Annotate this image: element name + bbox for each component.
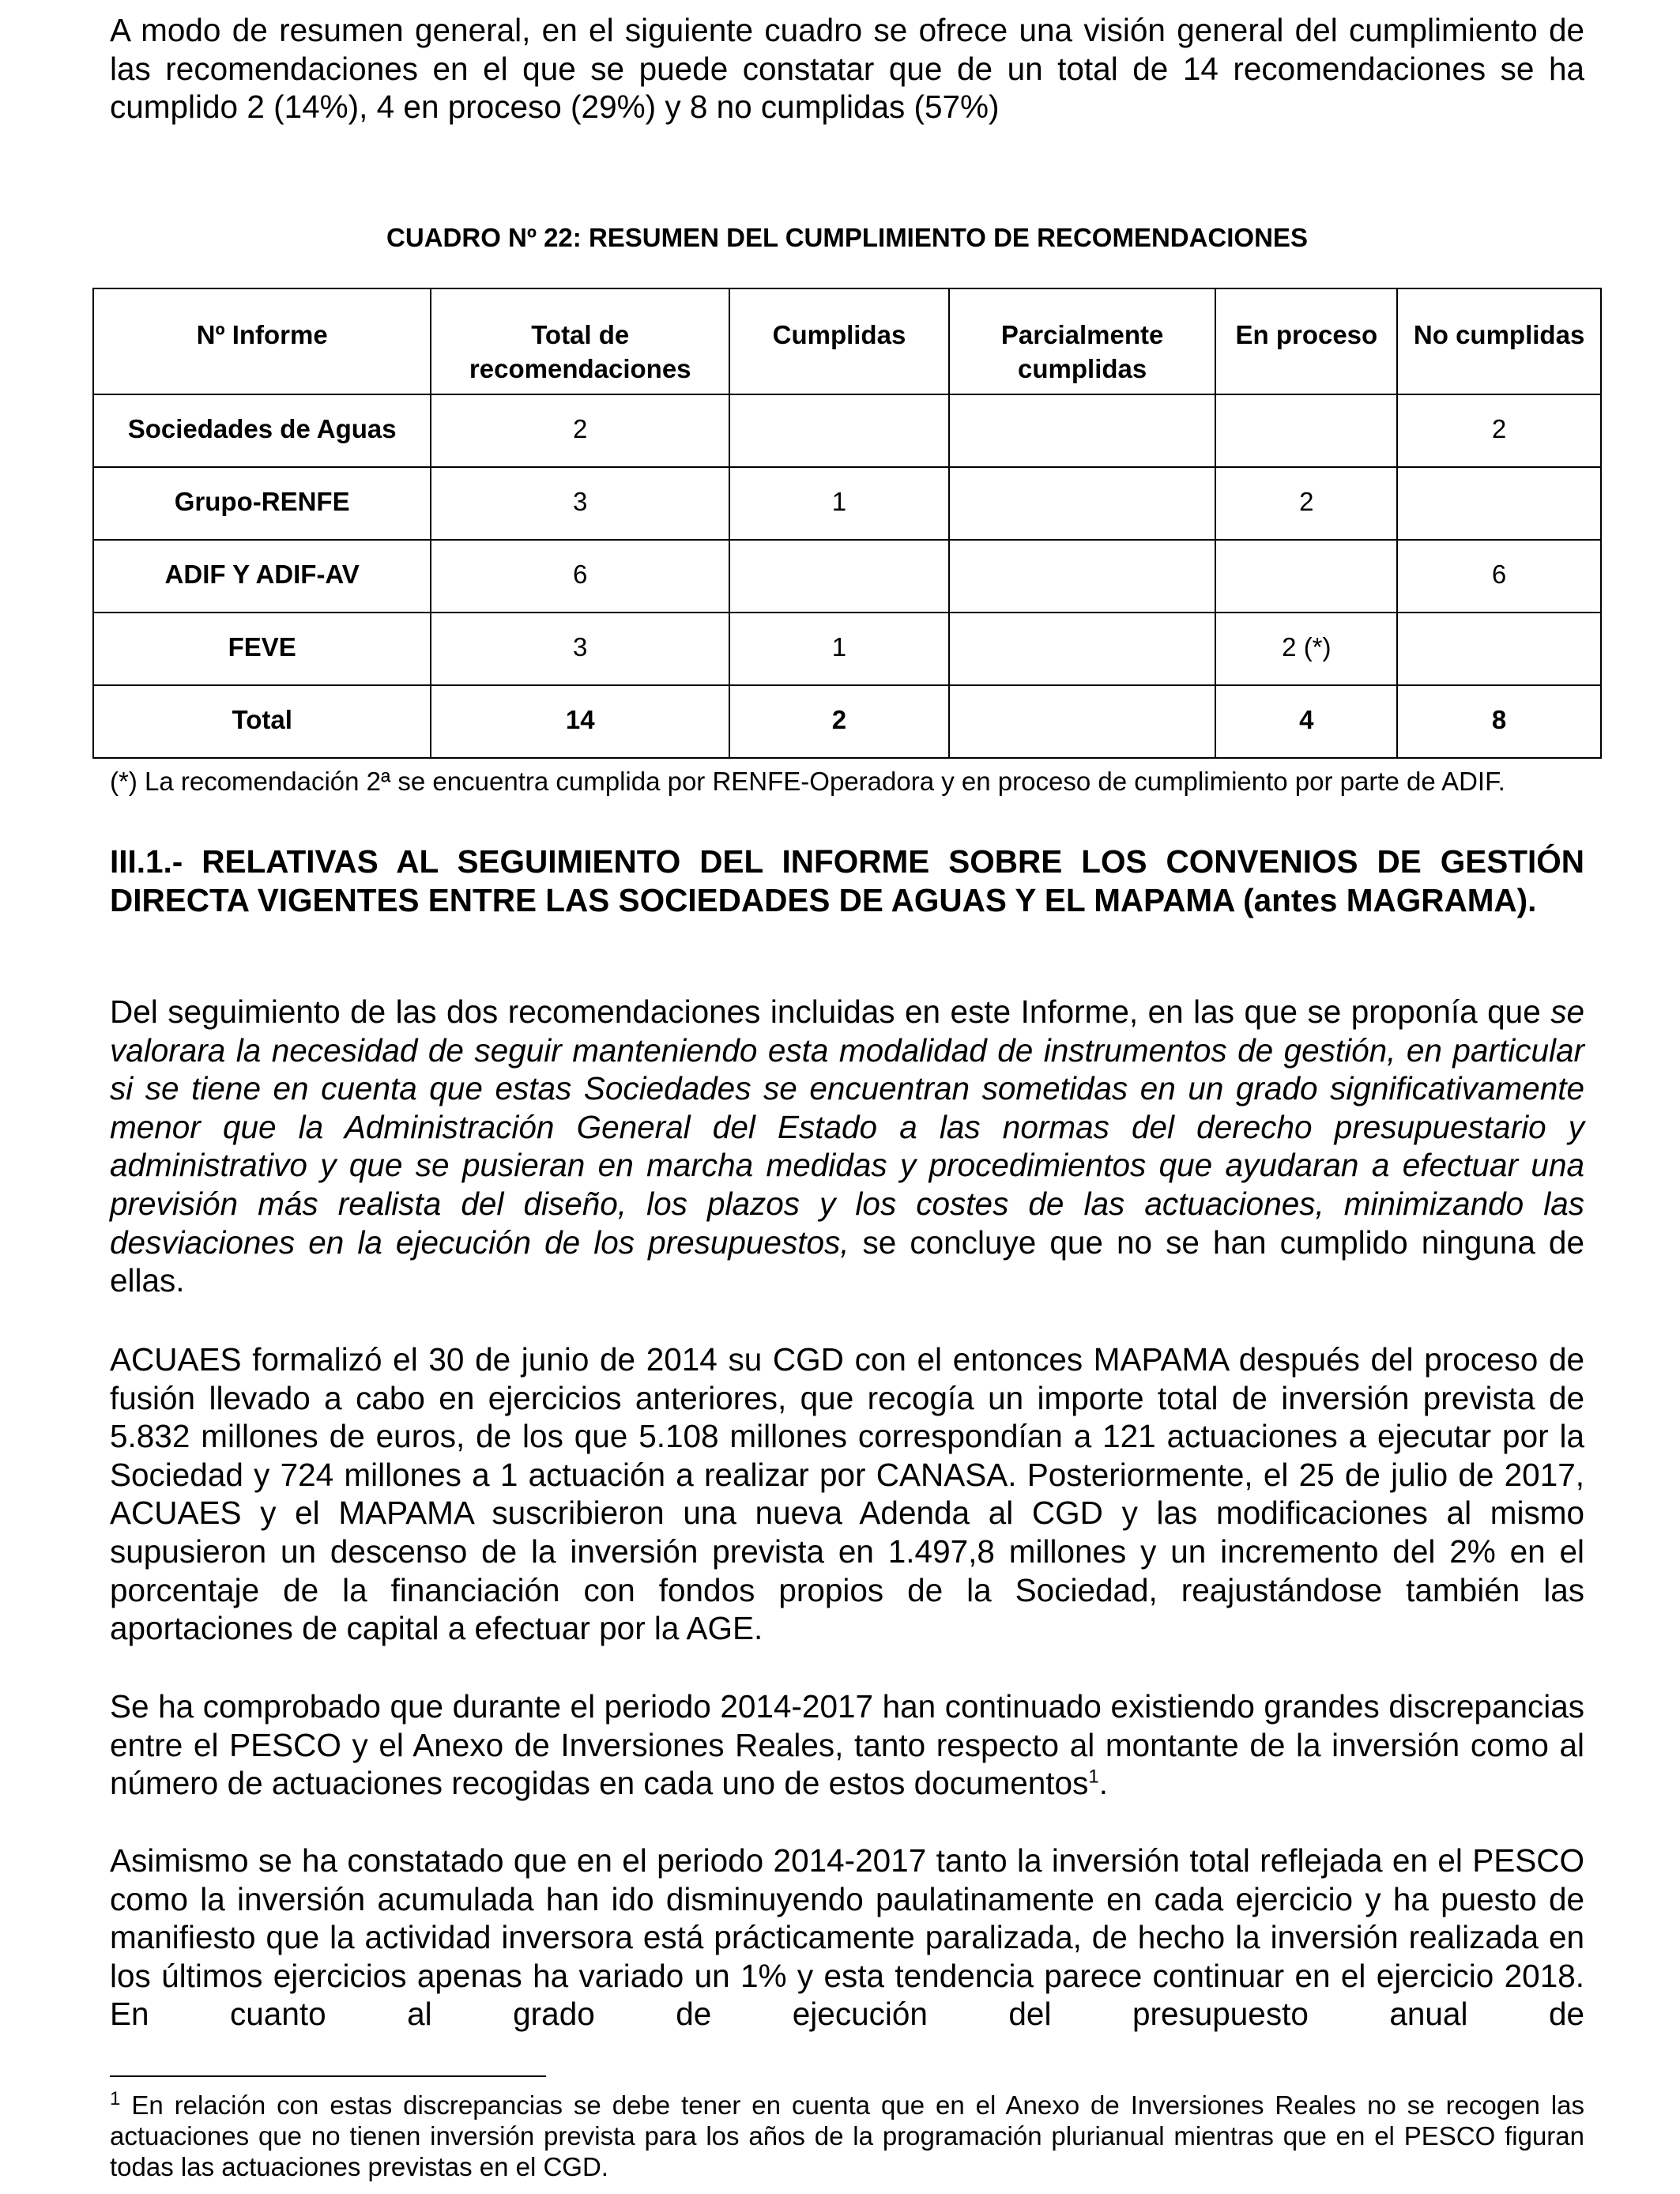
column-header: Cumplidas — [729, 288, 949, 394]
table-header-row — [93, 288, 1601, 394]
table-cell — [1397, 613, 1601, 685]
table-cell: 2 — [1215, 467, 1397, 540]
column-header: Total de recomendaciones — [431, 288, 729, 394]
table-cell — [1397, 467, 1601, 540]
column-header: En proceso — [1215, 288, 1397, 394]
column-header: Parcialmente cumplidas — [949, 288, 1216, 394]
paragraph-text: se concluye que no se han cumplido ninguna de ellas. — [110, 1223, 1584, 1299]
table-cell — [949, 394, 1216, 467]
table-row — [93, 540, 1601, 613]
table-cell — [949, 685, 1216, 758]
table-cell: Total — [93, 685, 431, 758]
footnote-reference[interactable]: 1 — [1088, 1766, 1099, 1788]
table-row — [93, 613, 1601, 685]
table-cell: 1 — [729, 613, 949, 685]
table-cell — [949, 613, 1216, 685]
table-cell — [729, 394, 949, 467]
paragraph-investment: Asimismo se ha constatado que en el periodo 2014-2017 tanto la inversión total reflejada en el PESCO como la inversión acumulada han ido disminuyendo paulatinamente en cada ejercicio y ha puesto de manifiesto que la actividad inversora está prácticamente paralizada, de hecho la inversión realizada en los últimos ejercicios apenas ha variado un 1% y esta tendencia parece continuar en el ejercicio 2018. En cuanto al grado de ejecución del presupuesto anual de — [110, 1842, 1584, 2033]
table-cell: FEVE — [93, 613, 431, 685]
footnote-mark: 1 — [110, 2088, 121, 2109]
table-cell: ADIF Y ADIF-AV — [93, 540, 431, 613]
column-header: Nº Informe — [93, 288, 431, 394]
table-cell: 3 — [431, 467, 729, 540]
table-cell — [1215, 540, 1397, 613]
intro-paragraph: A modo de resumen general, en el siguiente cuadro se ofrece una visión general del cumplimiento de las recomendaciones en el que se puede constatar que de un total de 14 recomendaciones se ha cumplido 2 (14%), 4 en proceso (29%) y 8 no cumplidas (57%) — [110, 12, 1584, 126]
paragraph-text: Del seguimiento de las dos recomendaciones incluidas en este Informe, en las que se proponía que — [110, 993, 1551, 1030]
table-cell: Sociedades de Aguas — [93, 394, 431, 467]
paragraph-text: . — [1098, 1765, 1108, 1802]
summary-table — [92, 288, 1602, 759]
paragraph-acuaes: ACUAES formalizó el 30 de junio de 2014 su CGD con el entonces MAPAMA después del proceso de fusión llevado a cabo en ejercicios anteriores, que recogía un importe total de inversión prevista de 5.832 millones de euros, de los que 5.108 millones correspondían a 121 actuaciones a ejecutar por la Sociedad y 724 millones a 1 actuación a realizar por CANASA. Posteriormente, el 25 de julio de 2017, ACUAES y el MAPAMA suscribieron una nueva Adenda al CGD y las modificaciones al mismo supusieron un descenso de la inversión prevista en 1.497,8 millones y un incremento del 2% en el porcentaje de la financiación con fondos propios de la Sociedad, reajustándose también las aportaciones de capital a efectuar por la AGE. — [110, 1341, 1584, 1647]
table-cell: 8 — [1397, 685, 1601, 758]
table-row — [93, 394, 1601, 467]
column-header: No cumplidas — [1397, 288, 1601, 394]
table-cell — [949, 540, 1216, 613]
footnote-text: En relación con estas discrepancias se debe tener en cuenta que en el Anexo de Inversiones Reales no se recogen las actuaciones que no tienen inversión prevista para los años de la programación plurianual mientras que en el PESCO figuran todas las actuaciones previstas en el CGD. — [110, 2090, 1584, 2181]
paragraph-text: Se ha comprobado que durante el periodo 2014-2017 han continuado existiendo grandes discrepancias entre el PESCO y el Anexo de Inversiones Reales, tanto respecto al montante de la inversión como al número de actuaciones recogidas en cada uno de estos documentos — [110, 1688, 1584, 1802]
footnote — [110, 2090, 1584, 2182]
footnote-separator — [110, 2075, 546, 2077]
table-caption: CUADRO Nº 22: RESUMEN DEL CUMPLIMIENTO DE RECOMENDACIONES — [386, 223, 1308, 252]
recommendation-quote: se valorara la necesidad de seguir manteniendo esta modalidad de instrumentos de gestión, en particular si se tiene en cuenta que estas Sociedades se encuentran sometidas en un grado significativamente menor que la Administración General del Estado a las normas del derecho presupuestario y administrativo y que se pusieran en marcha medidas y procedimientos que ayudaran a efectuar una previsión más realista del diseño, los plazos y los costes de las actuaciones, minimizando las desviaciones en la ejecución de los presupuestos, — [110, 993, 1584, 1261]
table-cell: 2 — [1397, 394, 1601, 467]
table-cell: 6 — [431, 540, 729, 613]
table-total-row — [93, 685, 1601, 758]
table-cell: 1 — [729, 467, 949, 540]
table-row — [93, 467, 1601, 540]
table-cell: 3 — [431, 613, 729, 685]
table-cell: 6 — [1397, 540, 1601, 613]
table-cell: 2 — [431, 394, 729, 467]
table-cell — [949, 467, 1216, 540]
table-cell — [1215, 394, 1397, 467]
paragraph-discrepancies — [110, 1687, 1584, 1803]
table-cell: 2 (*) — [1215, 613, 1397, 685]
table-cell: 4 — [1215, 685, 1397, 758]
table-cell — [729, 540, 949, 613]
table-cell: 2 — [729, 685, 949, 758]
paragraph-recommendations — [110, 993, 1584, 1300]
table-cell: Grupo-RENFE — [93, 467, 431, 540]
section-heading: III.1.- RELATIVAS AL SEGUIMIENTO DEL INFORME SOBRE LOS CONVENIOS DE GESTIÓN DIRECTA VIGENTES ENTRE LAS SOCIEDADES DE AGUAS Y EL MAPAMA (antes MAGRAMA). — [110, 843, 1584, 918]
table-cell: 14 — [431, 685, 729, 758]
table-note: (*) La recomendación 2ª se encuentra cumplida por RENFE-Operadora y en proceso de cumplimiento por parte de ADIF. — [110, 767, 1505, 796]
